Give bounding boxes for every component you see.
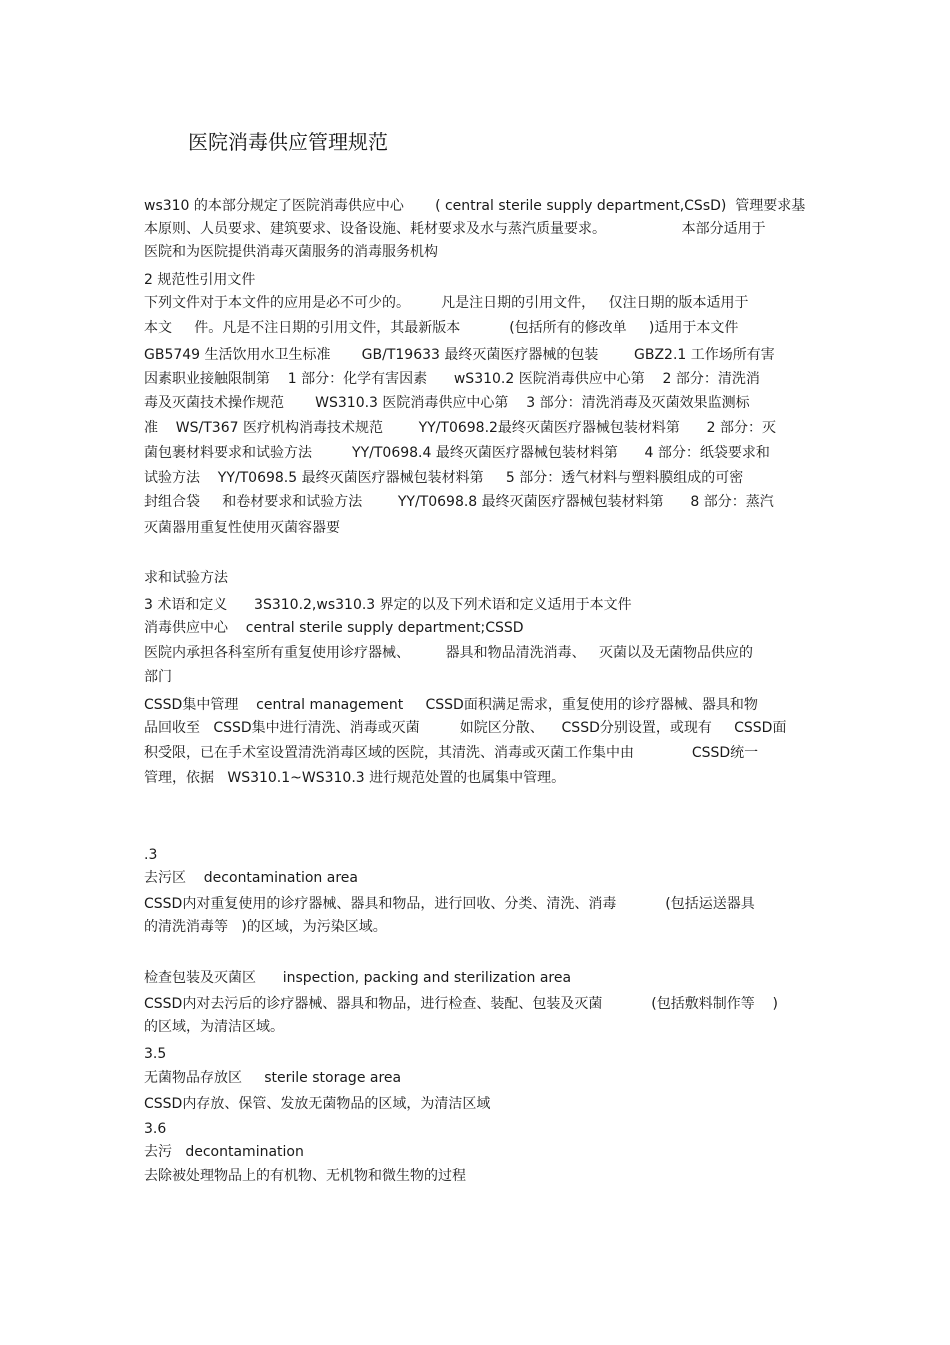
section-number: 3.5 xyxy=(144,1046,167,1062)
text-line: 2 规范性引用文件 xyxy=(144,272,256,288)
text-line: CSSD内存放、保管、发放无菌物品的区域，为清洁区域 xyxy=(144,1096,491,1112)
text-line: 的区域，为清洁区域。 xyxy=(144,1019,284,1035)
term-heading: 去污 decontamination xyxy=(144,1144,304,1160)
text-line: 部门 xyxy=(144,669,172,685)
text-line: 医院内承担各科室所有重复使用诊疗器械、 器具和物品清洗消毒、 灭菌以及无菌物品供应的 xyxy=(144,645,753,661)
document-title: 医院消毒供应管理规范 xyxy=(188,130,388,154)
text-line: 管理，依据 WS310.1~WS310.3 进行规范处置的也属集中管理。 xyxy=(144,770,566,786)
text-line: GB5749 生活饮用水卫生标准 GB/T19633 最终灭菌医疗器械的包装 GBZ2.1 工作场所有害 xyxy=(144,347,775,363)
text-line: 医院和为医院提供消毒灭菌服务的消毒服务机构 xyxy=(144,244,438,260)
text-line: 积受限，已在手术室设置清洗消毒区域的医院，其清洗、消毒或灭菌工作集中由 CSSD统一 xyxy=(144,745,759,761)
text-line: 去除被处理物品上的有机物、无机物和微生物的过程 xyxy=(144,1168,466,1184)
text-line: 求和试验方法 xyxy=(144,570,228,586)
text-line: CSSD集中管理 central management CSSD面积满足需求，重复使用的诊疗器械、器具和物 xyxy=(144,697,758,713)
section-number: .3 xyxy=(144,847,158,863)
section-number: 3.6 xyxy=(144,1121,167,1137)
text-line: 毒及灭菌技术操作规范 WS310.3 医院消毒供应中心第 3 部分：清洗消毒及灭菌效果监测标 xyxy=(144,395,750,411)
text-line: 试验方法 YY/T0698.5 最终灭菌医疗器械包装材料第 5 部分：透气材料与塑料膜组成的可密 xyxy=(144,470,744,486)
text-line: 灭菌器用重复性使用灭菌容器要 xyxy=(144,520,340,536)
section-heading: 3 术语和定义 3S310.2,ws310.3 界定的以及下列术语和定义适用于本文件 xyxy=(144,597,632,613)
term-heading: 无菌物品存放区 sterile storage area xyxy=(144,1070,402,1086)
term-heading: 去污区 decontamination area xyxy=(144,870,358,886)
text-line: 本原则、人员要求、建筑要求、设备设施、耗材要求及水与蒸汽质量要求。 本部分适用于 xyxy=(144,221,766,237)
text-line: 准 WS/T367 医疗机构消毒技术规范 YY/T0698.2最终灭菌医疗器械包装材料第 2 部分：灭 xyxy=(144,420,776,436)
text-line: 封组合袋 和卷材要求和试验方法 YY/T0698.8 最终灭菌医疗器械包装材料第 8 部分：蒸汽 xyxy=(144,494,774,510)
text-line: 因素职业接触限制第 1 部分：化学有害因素 wS310.2 医院消毒供应中心第 2 部分：清洗消 xyxy=(144,371,760,387)
text-line: CSSD内对去污后的诊疗器械、器具和物品，进行检查、装配、包装及灭菌 (包括敷料制作等 ) xyxy=(144,996,779,1012)
text-line: 品回收至 CSSD集中进行清洗、消毒或灭菌 如院区分散、 CSSD分别设置，或现有 CSSD面 xyxy=(144,720,787,736)
text-line: ws310 的本部分规定了医院消毒供应中心 ( central sterile supply department,CSsD) 管理要求基 xyxy=(144,198,806,214)
text-line: 菌包裹材料要求和试验方法 YY/T0698.4 最终灭菌医疗器械包装材料第 4 部分：纸袋要求和 xyxy=(144,445,770,461)
text-line: CSSD内对重复使用的诊疗器械、器具和物品，进行回收、分类、清洗、消毒 (包括运送器具 xyxy=(144,896,755,912)
text-line: 本文 件。凡是不注日期的引用文件，其最新版本 (包括所有的修改单 )适用于本文件 xyxy=(144,320,739,336)
text-line: 下列文件对于本文件的应用是必不可少的。 凡是注日期的引用文件， 仅注日期的版本适用于 xyxy=(144,295,749,311)
term-heading: 消毒供应中心 central sterile supply department;CSSD xyxy=(144,620,524,636)
term-heading: 检查包装及灭菌区 inspection, packing and sterilization area xyxy=(144,970,572,986)
text-line: 的清洗消毒等 )的区域，为污染区域。 xyxy=(144,919,387,935)
